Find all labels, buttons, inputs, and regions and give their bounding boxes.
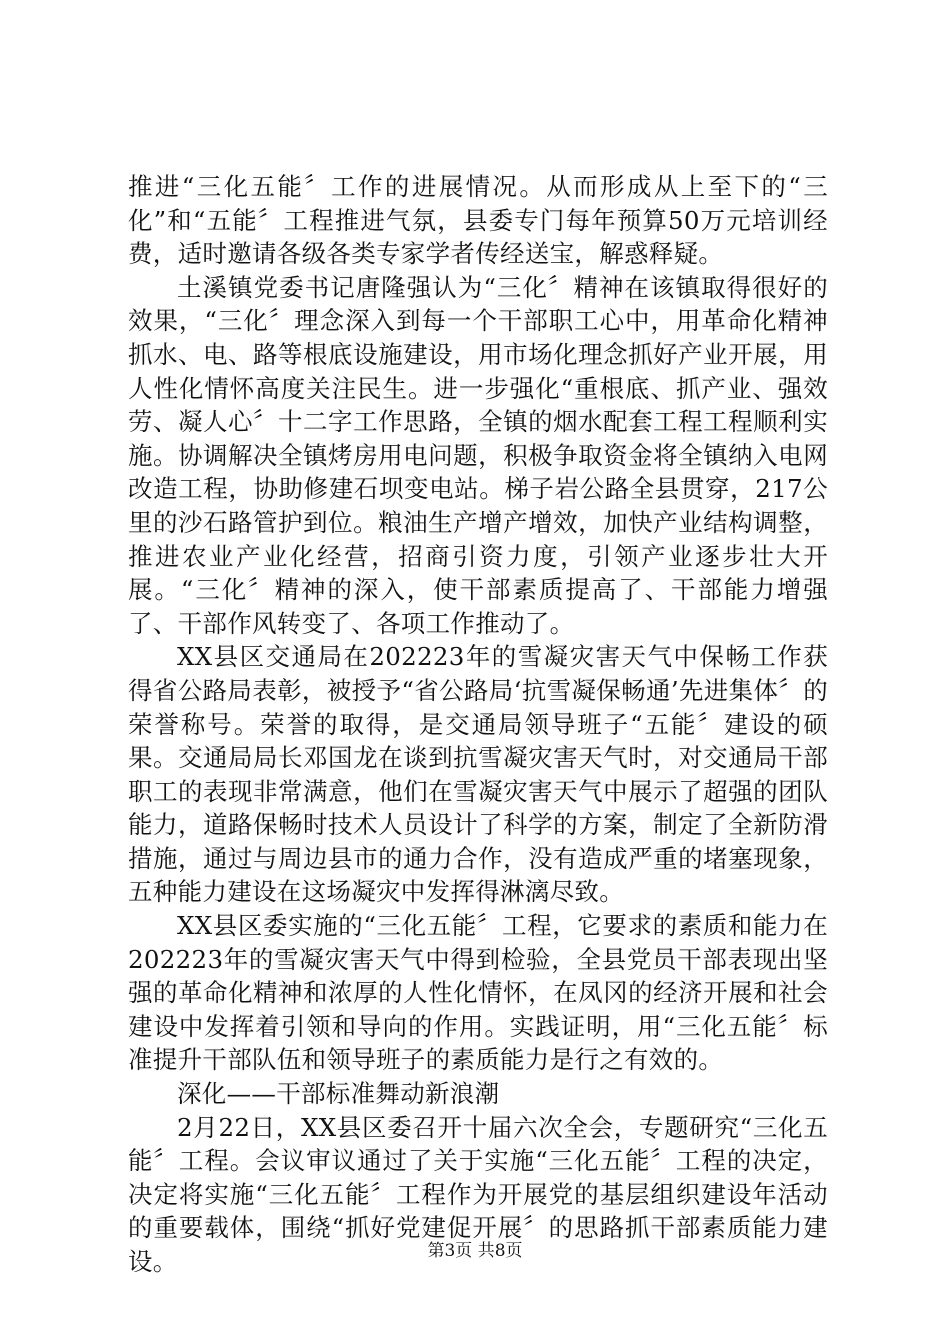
document-body xyxy=(128,170,828,1279)
paragraph-continuation: 推进“三化五能〞工作的进展情况。从而形成从上至下的“三化”和“五能〞工程推进气氛，县委专门每年预算50万元培训经费，适时邀请各级各类专家学者传经送宝，解惑释疑。 xyxy=(128,172,828,269)
paragraph-tuxi-town: 土溪镇党委书记唐隆强认为“三化〞精神在该镇取得很好的效果，“三化〞理念深入到每一个干部职工心中，用革命化精神抓水、电、路等根底设施建设，用市场化理念抓好产业开展，用人性化情怀高度关注民生。进一步强化“重根底、抓产业、强效劳、凝人心〞十二字工作思路，全镇的烟水配套工程工程顺利实施。协调解决全镇烤房用电问题，积极争取资金将全镇纳入电网改造工程，协助修建石坝变电站。梯子岩公路全县贯穿，217公里的沙石路管护到位。粮油生产增产增效，加快产业结构调整，推进农业产业化经营，招商引资力度，引领产业逐步壮大开展。“三化〞精神的深入，使干部素质提高了、干部能力增强了、干部作风转变了、各项工作推动了。 xyxy=(128,272,829,638)
section-heading: 深化——干部标准舞动新浪潮 xyxy=(177,1079,500,1109)
paragraph-transport-bureau: XX县区交通局在202223年的雪凝灾害天气中保畅工作获得省公路局表彰，被授予“省公路局‘抗雪凝保畅通’先进集体〞的荣誉称号。荣誉的取得，是交通局领导班子“五能〞建设的硕果。交通局局长邓国龙在谈到抗雪凝灾害天气时，对交通局干部职工的表现非常满意，他们在雪凝灾害天气中展示了超强的团队能力，道路保畅时技术人员设计了科学的方案，制定了全新防滑措施，通过与周边县市的通力合作，没有造成严重的堵塞现象，五种能力建设在这场凝灾中发挥得淋漓尽致。 xyxy=(128,642,828,907)
paragraph-plenary-session: 2月22日，XX县区委召开十届六次全会，专题研究“三化五能〞工程。会议审议通过了关于实施“三化五能〞工程的决定，决定将实施“三化五能〞工程作为开展党的基层组织建设年活动的重要载体，围绕“抓好党建促开展〞的思路抓干部素质能力建设。 xyxy=(128,1112,828,1276)
page-number-footer: 第3页 共8页 xyxy=(427,1241,523,1261)
paragraph-county-committee: XX县区委实施的“三化五能〞工程，它要求的素质和能力在202223年的雪凝灾害天气中得到检验，全县党员干部表现出坚强的革命化精神和浓厚的人性化情怀，在凤冈的经济开展和社会建设中发挥着引领和导向的作用。实践证明，用“三化五能〞标准提升干部队伍和领导班子的素质能力是行之有效的。 xyxy=(128,911,829,1075)
